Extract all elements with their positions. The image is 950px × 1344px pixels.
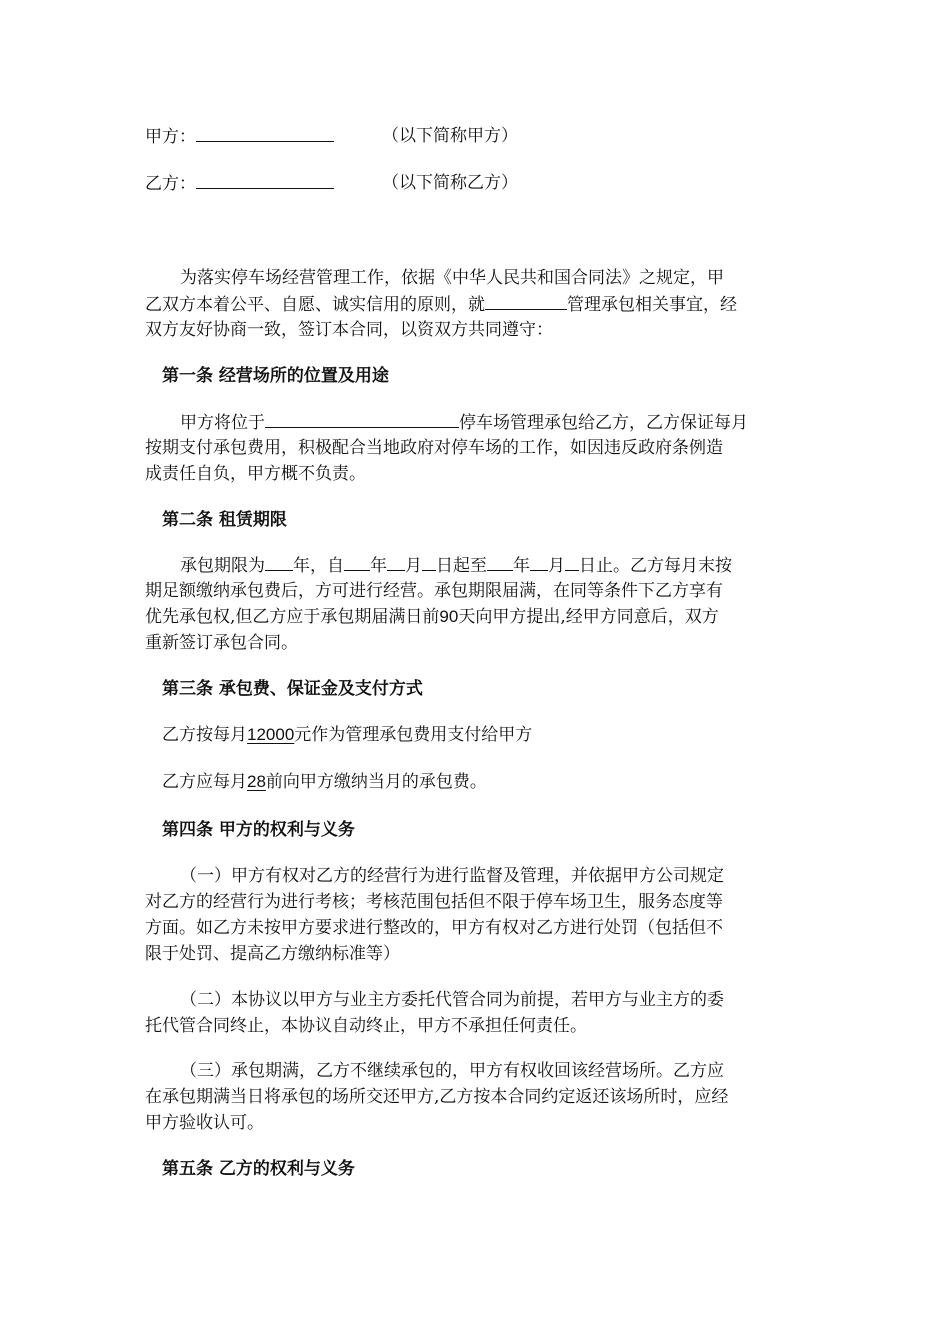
article-1-title: 第一条 经营场所的位置及用途	[162, 366, 389, 386]
article-2-line-4: 重新签订承包合同。	[145, 633, 298, 653]
article-4-p1-line-1: （一）甲方有权对乙方的经营行为进行监督及管理，并依据甲方公司规定	[180, 866, 724, 886]
end-month-label: 月	[548, 556, 565, 576]
party-a-note: （以下简称甲方）	[382, 126, 518, 146]
article-1-line-1a: 甲方将位于	[180, 413, 265, 433]
article-1-line-2: 按期支付承包费用，积极配合当地政府对停车场的工作，如因违反政府条例造	[145, 438, 723, 458]
party-b-label: 乙方：	[145, 174, 196, 194]
monthly-fee-value: 12000	[247, 725, 295, 744]
article-3-line-2a: 乙方应每月	[162, 772, 247, 792]
start-year-label: 年	[370, 556, 387, 576]
party-b-line	[145, 171, 805, 196]
article-2-line-2: 期足额缴纳承包费后，方可进行经营。承包期限届满，在同等条件下乙方享有	[145, 581, 723, 601]
project-name-blank	[485, 292, 567, 310]
preamble-line-2	[145, 292, 805, 317]
article-3-line-1	[145, 723, 822, 747]
term-from-label: 年，自	[293, 556, 344, 576]
article-2-line-3	[145, 605, 805, 629]
article-3-line-1a: 乙方按每月	[162, 725, 247, 745]
start-year-blank	[344, 553, 370, 571]
preamble-line-2a: 乙双方本着公平、自愿、诚实信用的原则，就	[145, 295, 485, 315]
article-4-title: 第四条 甲方的权利与义务	[162, 820, 355, 840]
start-day-blank	[422, 553, 436, 571]
party-b-blank	[196, 171, 334, 189]
article-3-title: 第三条 承包费、保证金及支付方式	[162, 679, 423, 699]
article-3-line-1b: 元作为管理承包费用支付给甲方	[294, 725, 533, 745]
end-year-label: 年	[513, 556, 530, 576]
article-4-p2-line-1: （二）本协议以甲方与业主方委托代管合同为前提，若甲方与业主方的委	[180, 990, 724, 1010]
article-4-p1-line-2: 对乙方的经营行为进行考核；考核范围包括但不限于停车场卫生，服务态度等	[145, 892, 723, 912]
article-2-line-3b: 天向甲方提出,经甲方同意后，双方	[458, 607, 719, 627]
article-3-line-2	[145, 770, 822, 794]
start-month-label: 月	[405, 556, 422, 576]
notice-days-value: 90	[439, 607, 459, 626]
term-years-blank	[265, 553, 293, 571]
end-year-blank	[487, 553, 513, 571]
start-month-blank	[387, 553, 405, 571]
location-blank	[265, 410, 459, 428]
article-3-line-2b: 前向甲方缴纳当月的承包费。	[265, 772, 487, 792]
preamble-line-3: 双方友好协商一致，签订本合同，以资双方共同遵守：	[145, 320, 553, 340]
term-prefix: 承包期限为	[180, 556, 265, 576]
article-2-title: 第二条 租赁期限	[162, 510, 287, 530]
preamble-line-1: 为落实停车场经营管理工作，依据《中华人民共和国合同法》之规定，甲	[180, 268, 724, 288]
article-4-p3-line-1: （三）承包期满，乙方不继续承包的，甲方有权收回该经营场所。乙方应	[180, 1061, 724, 1081]
article-2-line-3a: 优先承包权,但乙方应于承包期届满日前	[145, 607, 440, 627]
article-1-line-1b: 停车场管理承包给乙方，乙方保证每月	[459, 413, 748, 433]
end-day-label: 日止。乙方每月末按	[579, 556, 732, 576]
article-4-p1-line-3: 方面。如乙方未按甲方要求进行整改的，甲方有权对乙方进行处罚（包括但不	[145, 918, 723, 938]
end-day-blank	[565, 553, 579, 571]
article-4-p3-line-3: 甲方验收认可。	[145, 1113, 264, 1133]
party-a-line	[145, 124, 805, 149]
start-day-label: 日起至	[436, 556, 487, 576]
end-month-blank	[530, 553, 548, 571]
party-a-label: 甲方：	[145, 127, 196, 147]
party-a-blank	[196, 124, 334, 142]
payment-day-value: 28	[247, 772, 266, 791]
article-4-p2-line-2: 托代管合同终止，本协议自动终止，甲方不承担任何责任。	[145, 1016, 587, 1036]
article-4-p3-line-2: 在承包期满当日将承包的场所交还甲方,乙方按本合同约定返还该场所时，应经	[145, 1087, 729, 1107]
article-1-line-3: 成责任自负，甲方概不负责。	[145, 464, 366, 484]
party-b-note: （以下简称乙方）	[382, 173, 518, 193]
article-4-p1-line-4: 限于处罚、提高乙方缴纳标准等）	[145, 944, 400, 964]
article-1-line-1	[145, 410, 840, 435]
article-2-line-1	[145, 553, 840, 578]
preamble-line-2b: 管理承包相关事宜，经	[567, 295, 737, 315]
article-5-title: 第五条 乙方的权利与义务	[162, 1159, 355, 1179]
